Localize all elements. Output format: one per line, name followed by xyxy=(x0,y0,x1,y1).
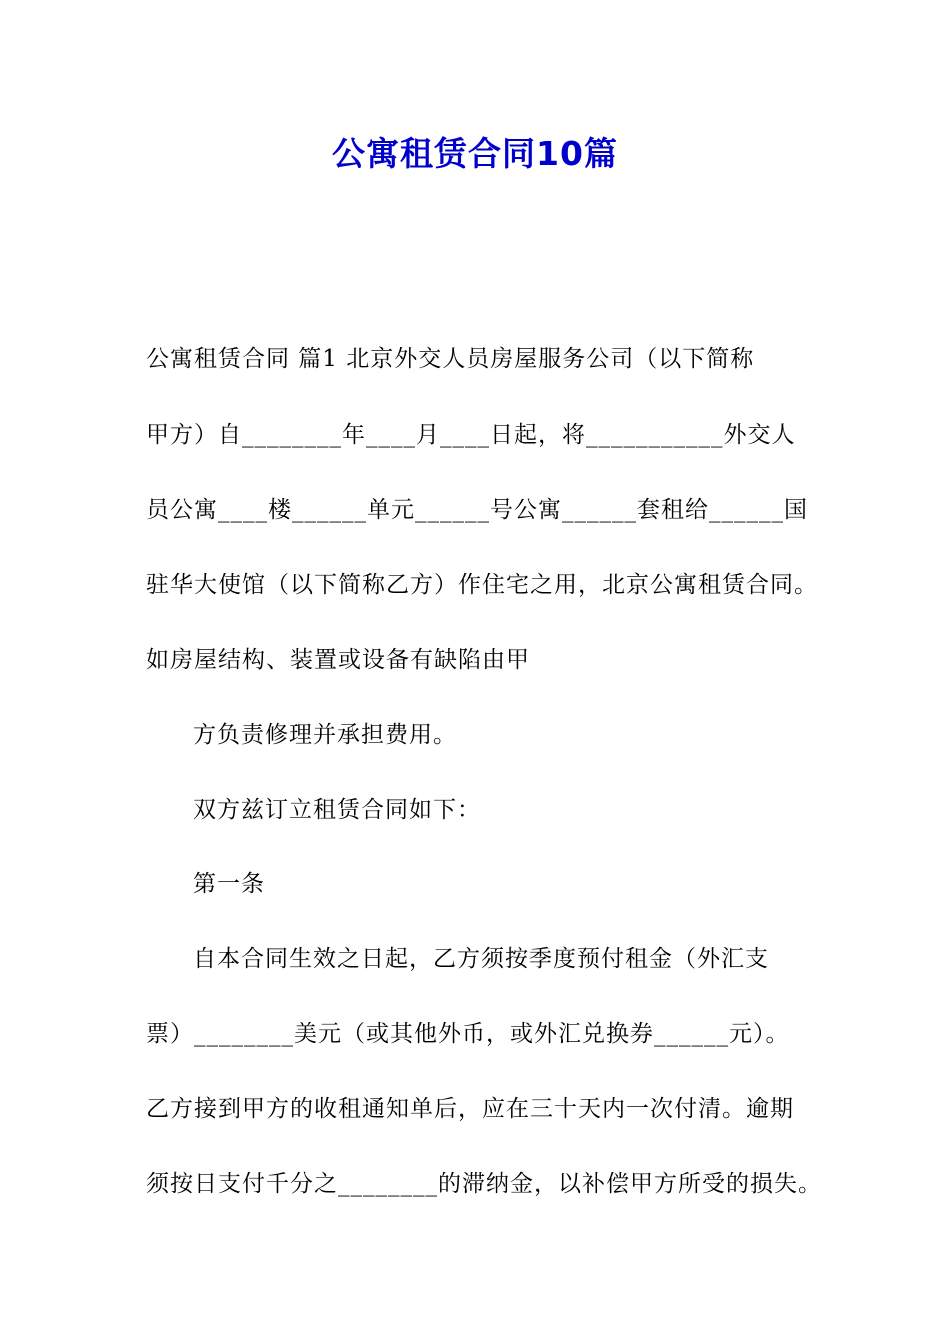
paragraph-line: 驻华大使馆（以下简称乙方）作住宅之用，北京公寓租赁合同。 xyxy=(146,572,818,598)
paragraph-line: 自本合同生效之日起，乙方须按季度预付租金（外汇支 xyxy=(193,946,769,972)
paragraph-line: 须按日支付千分之________的滞纳金，以补偿甲方所受的损失。 xyxy=(146,1171,822,1197)
paragraph-line: 方负责修理并承担费用。 xyxy=(193,722,457,748)
paragraph-line: 票）________美元（或其他外币，或外汇兑换券______元）。 xyxy=(146,1021,790,1047)
paragraph-line: 公寓租赁合同 篇1 北京外交人员房屋服务公司（以下简称 xyxy=(146,346,755,372)
paragraph-line: 如房屋结构、装置或设备有缺陷由甲 xyxy=(146,647,530,673)
document-title: 公寓租赁合同10篇 xyxy=(332,134,618,173)
paragraph-line: 员公寓____楼______单元______号公寓______套租给______国 xyxy=(146,497,808,523)
paragraph-line: 双方兹订立租赁合同如下： xyxy=(193,797,481,823)
paragraph-line: 乙方接到甲方的收租通知单后，应在三十天内一次付清。逾期 xyxy=(146,1096,794,1122)
article-heading: 第一条 xyxy=(193,871,265,897)
paragraph-line: 甲方）自________年____月____日起，将___________外交人 xyxy=(146,422,796,448)
